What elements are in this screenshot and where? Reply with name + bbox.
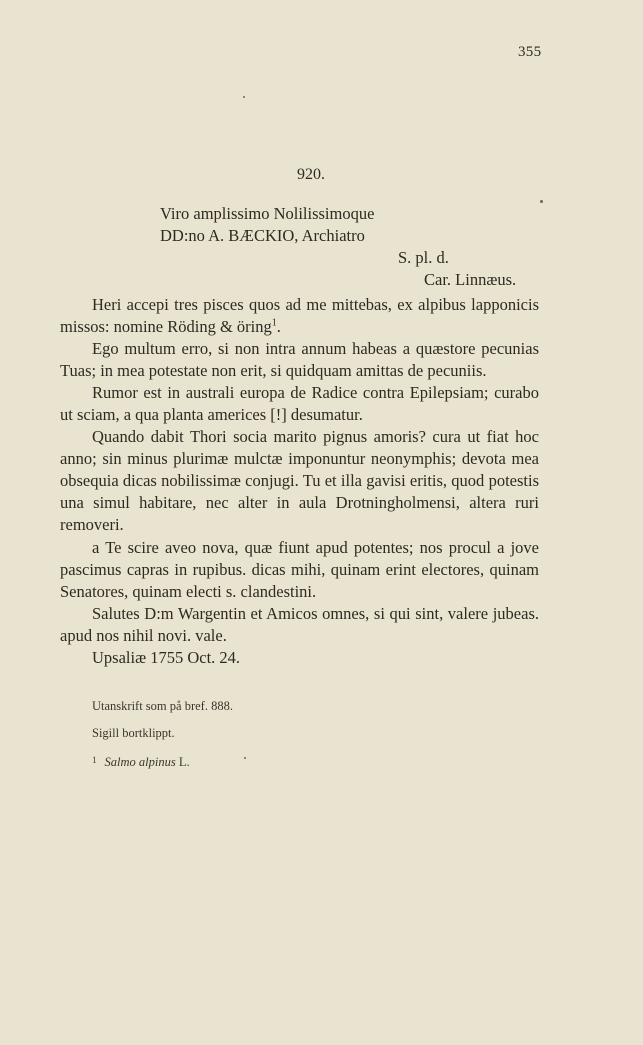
letter-body <box>60 294 539 669</box>
signature-line: S. pl. d. <box>398 248 449 267</box>
footnote-species: Salmo alpinus <box>104 755 176 769</box>
editorial-notes <box>92 697 492 780</box>
address-note: Utanskrift som på bref. 888. <box>92 699 233 713</box>
letter-address <box>160 203 374 247</box>
paper-speck <box>540 200 543 203</box>
letter-signature <box>398 247 548 291</box>
paper-speck <box>243 96 245 98</box>
body-paragraph: Quando dabit Thori socia marito pignus amoris? cura ut fiat hoc anno; sin minus plurimæ mulctæ imponuntur neonymphis; devota mea obsequia dicas nobilissimæ conjugi. Tu et illa gavisi eritis, quod potestis una simul habitare, nec alter in aula Drotningholmensi, altera ruri removeri. <box>60 427 539 535</box>
body-paragraph: Rumor est in australi europa de Radice contra Epilepsiam; curabo ut sciam, a qua planta americes [!] desumatur. <box>60 383 539 425</box>
page-number: 355 <box>518 44 542 60</box>
signature-line: Car. Linnæus. <box>424 270 517 289</box>
body-paragraph: Heri accepi tres pisces quos ad me mittebas, ex alpibus lapponicis missos: nomine Röding & öring$^1$. <box>60 295 539 337</box>
footnote <box>92 751 492 771</box>
body-paragraph: Upsaliæ 1755 Oct. 24. <box>92 647 241 667</box>
footnote-author: L. <box>175 755 190 769</box>
footnote-reference: 1 <box>271 317 277 329</box>
paper-speck <box>244 757 246 759</box>
body-paragraph: Salutes D:m Wargentin et Amicos omnes, si qui sint, valere jubeas. apud nos nihil novi. vale. <box>60 603 539 645</box>
seal-note: Sigill bortklippt. <box>92 726 175 740</box>
body-paragraph: a Te scire aveo nova, quæ fiunt apud potentes; nos procul a jove pascimus capras in rupibus. dicas mihi, quinam erint electores, quinam Senatores, quinam electi s. clandestini. <box>60 537 539 601</box>
address-line: Viro amplissimo Nolilissimoque <box>160 204 375 223</box>
body-paragraph: Ego multum erro, si non intra annum habeas a quæstore pecunias Tuas; in mea potestate non erit, si quidquam amittas de pecuniis. <box>60 339 539 381</box>
letter-number: 920. <box>297 166 325 183</box>
address-line: DD:no A. BÆCKIO, Archiatro <box>160 226 365 245</box>
footnote-mark: 1 <box>92 755 97 765</box>
